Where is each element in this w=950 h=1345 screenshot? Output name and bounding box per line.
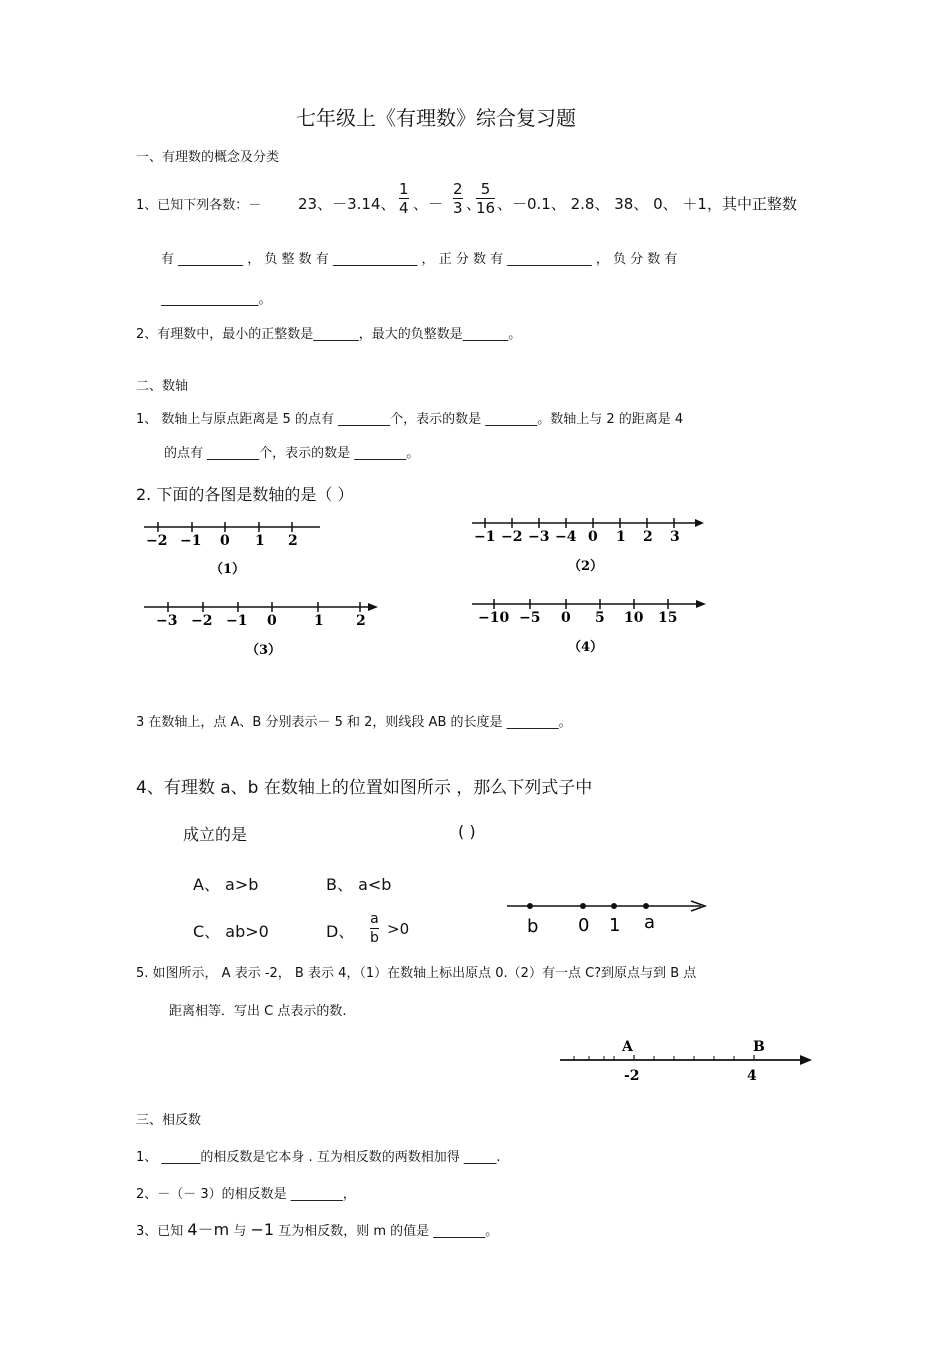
axis-caption: （1） (210, 562, 246, 577)
option-d: D、 (326, 922, 355, 941)
tick-label: −1 (180, 533, 202, 549)
tick-label: 10 (624, 610, 644, 626)
q1-line3: _______________。 (161, 292, 272, 307)
tick-label: −1 (226, 613, 248, 629)
section-heading-3: 三、相反数 (136, 1113, 202, 1128)
point-label: a (644, 912, 656, 933)
tick-label: −5 (519, 610, 541, 626)
s2-q1-line1: 1、 数轴上与原点距离是 5 的点有 ________个，表示的数是 ________。数轴上与 2 的距离是 4 (136, 412, 684, 427)
s2-q2-text: 2. 下面的各图是数轴的是（ ） (136, 485, 354, 504)
point-label: b (527, 916, 539, 937)
page-title: 七年级上《有理数》综合复习题 (296, 106, 576, 130)
q1-sep: 、 (466, 195, 482, 213)
s2-q4-line2: 成立的是 (183, 825, 248, 844)
fraction-2-3: 2 3 (453, 180, 463, 217)
q1-numbers: 23、－3.14、 (298, 195, 396, 213)
s3-q2-text: 2、－（－ 3）的相反数是 ________， (136, 1187, 356, 1202)
tick-label: 0 (220, 533, 230, 549)
tick-label: −2 (501, 529, 523, 545)
tick-label: −2 (146, 533, 168, 549)
fraction-5-16: 5 16 (476, 180, 496, 217)
s2-q3-text: 3 在数轴上，点 A、B 分别表示－ 5 和 2，则线段 AB 的长度是 ________。 (136, 715, 572, 730)
number-line-3 (140, 597, 385, 662)
option-b: B、 a<b (326, 875, 392, 894)
tick-label: 1 (616, 529, 626, 545)
q1-rest: 、－0.1、 2.8、 38、 0、 ＋1，其中正整数 (497, 195, 797, 213)
number-line-2 (468, 512, 713, 577)
point-label: 1 (609, 915, 621, 936)
s3-q1-text: 1、 ______的相反数是它本身 . 互为相反数的两数相加得 _____. (136, 1150, 501, 1165)
s2-q4-paren: ( ) (458, 822, 476, 841)
fraction-1-4: 1 4 (399, 180, 409, 217)
tick-label: 0 (267, 613, 277, 629)
tick-label: 5 (595, 610, 605, 626)
tick-label: 1 (314, 613, 324, 629)
tick-label: 0 (588, 529, 598, 545)
section-heading-1: 一、有理数的概念及分类 (136, 150, 280, 165)
number-line-q5 (556, 1035, 818, 1087)
point-label-b: B (753, 1039, 765, 1055)
section-heading-2: 二、数轴 (136, 379, 189, 394)
tick-label: 2 (288, 533, 298, 549)
s2-q4-line1: 4、有理数 a、b 在数轴上的位置如图所示 ，那么下列式子中 (136, 778, 593, 798)
tick-label: 1 (255, 533, 265, 549)
tick-label: 3 (670, 529, 680, 545)
tick-label: −3 (528, 529, 550, 545)
s2-q1-line2: 的点有 ________个，表示的数是 ________。 (164, 446, 420, 461)
value-label-a: -2 (624, 1068, 640, 1084)
tick-label: 2 (643, 529, 653, 545)
fraction-a-b: a b (370, 911, 379, 946)
s3-q3-line: 3、已知 4－m 与 −1 互为相反数，则 m 的值是 ________。 (136, 1220, 499, 1239)
tick-label: 2 (356, 613, 366, 629)
s2-q5-line1: 5. 如图所示， A 表示 -2， B 表示 4，（1）在数轴上标出原点 0.（2）有一点 C?到原点与到 B 点 (136, 966, 697, 981)
s2-q5-line2: 距离相等．写出 C 点表示的数. (169, 1004, 347, 1019)
axis-caption: （4） (568, 640, 604, 655)
q1-prefix: 1、已知下列各数：－ (136, 198, 262, 213)
number-line-1 (140, 515, 330, 580)
value-label-b: 4 (747, 1068, 757, 1084)
tick-label: 15 (658, 610, 678, 626)
tick-label: −1 (474, 529, 496, 545)
q2-text: 2、有理数中，最小的正整数是_______，最大的负整数是_______。 (136, 327, 522, 342)
q1-line2: 有 __________ ， 负 整 数 有 _____________ ， 正 分 数 有 _____________ ， 负 分 数 有 (161, 252, 678, 267)
tick-label: 0 (561, 610, 571, 626)
tick-label: −10 (478, 610, 510, 626)
tick-label: −3 (156, 613, 178, 629)
number-line-4 (468, 594, 713, 659)
point-label-a: A (622, 1039, 633, 1055)
tick-label: −4 (555, 529, 577, 545)
option-d-tail: >0 (387, 920, 410, 938)
tick-label: −2 (191, 613, 213, 629)
axis-caption: （3） (246, 643, 282, 658)
number-line-ab (505, 895, 715, 940)
option-a: A、 a>b (193, 875, 259, 894)
axis-caption: （2） (568, 559, 604, 574)
point-label: 0 (578, 915, 590, 936)
q1-mid: 、－ (413, 195, 444, 213)
option-c: C、 ab>0 (193, 922, 269, 941)
